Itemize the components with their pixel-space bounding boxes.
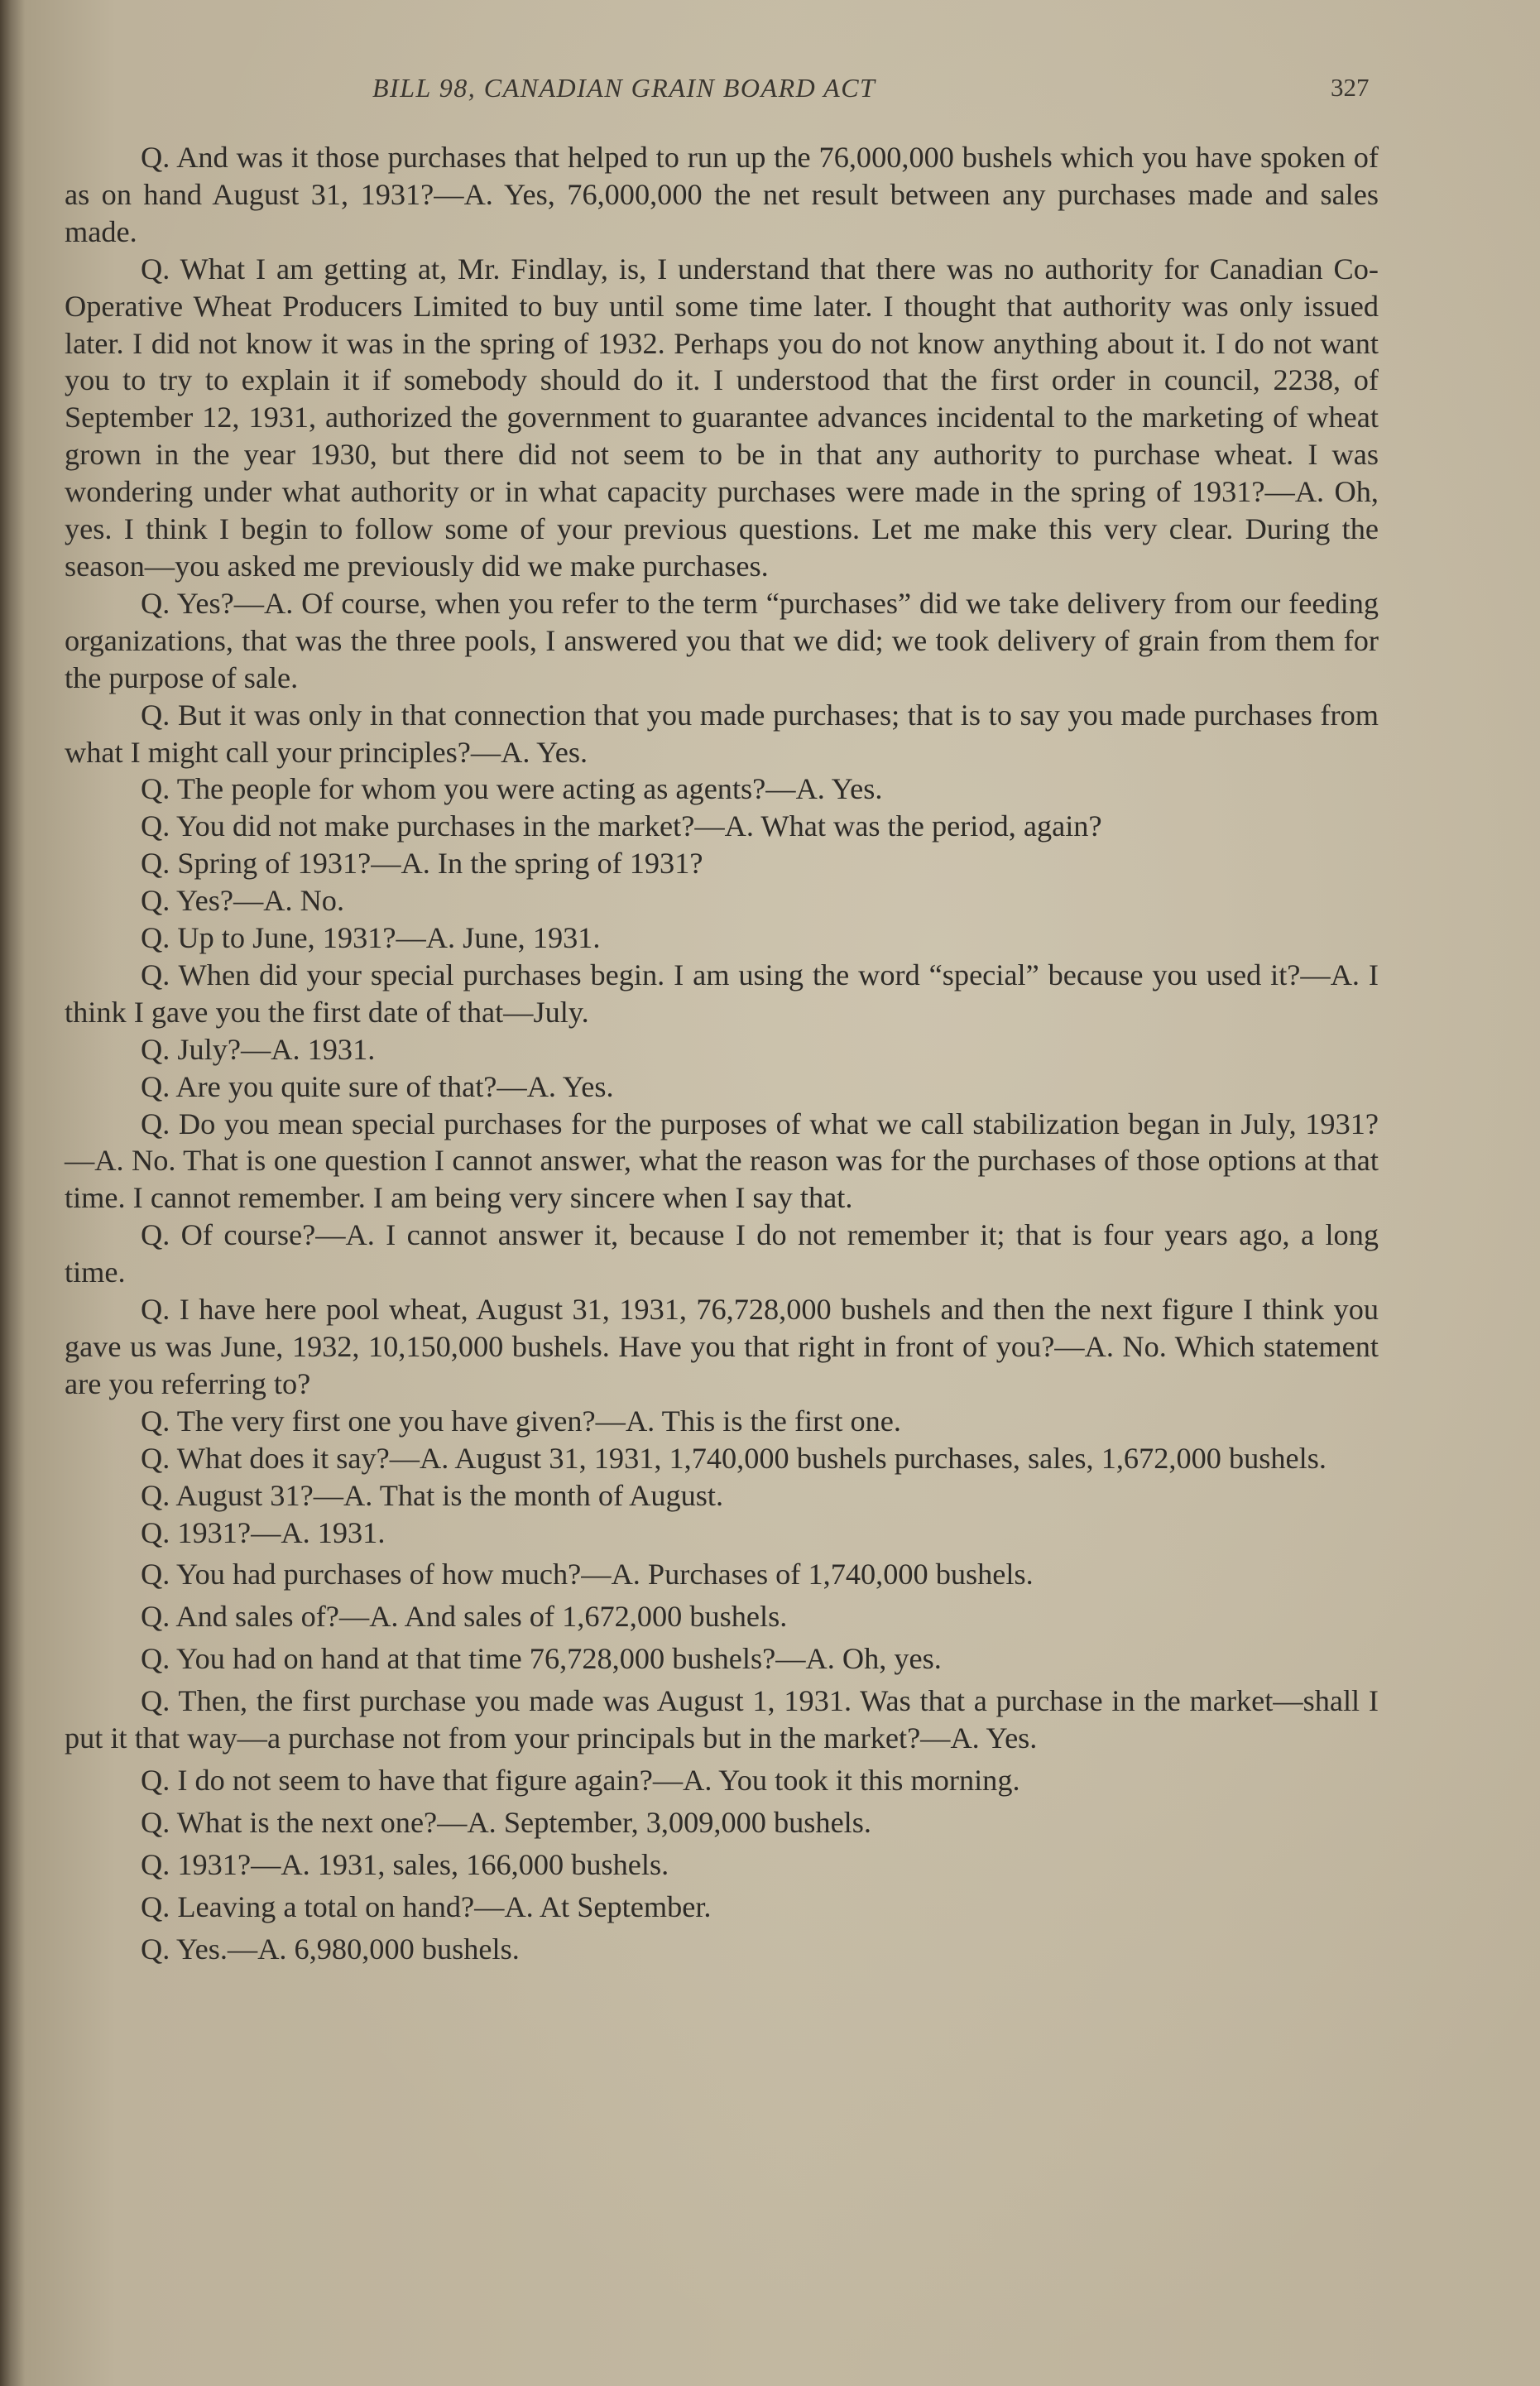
book-page [25, 0, 1540, 2386]
paragraph: Q. 1931?—A. 1931, sales, 166,000 bushels. [141, 1847, 669, 1881]
paragraph: Q. Are you quite sure of that?—A. Yes. [141, 1069, 614, 1103]
paragraph: Q. Up to June, 1931?—A. June, 1931. [141, 921, 601, 955]
paragraph: Q. 1931?—A. 1931. [141, 1515, 386, 1549]
paragraph: Q. What is the next one?—A. September, 3,009,000 bushels. [141, 1805, 871, 1839]
paragraph: Q. July?—A. 1931. [141, 1032, 376, 1066]
paragraph: Q. Of course?—A. I cannot answer it, because I do not remember it; that is four years ago, a long time. [65, 1218, 1379, 1289]
paragraph: Q. Yes?—A. Of course, when you refer to the term “purchases” did we take delivery from our feeding organizations, that was the three pools, I answered you that we did; we took delivery of grain from them for the purpose of sale. [65, 586, 1379, 694]
paragraph: Q. August 31?—A. That is the month of August. [141, 1478, 724, 1512]
paragraph: Q. When did your special purchases begin. I am using the word “special” because you used it?—A. I think I gave you the first date of that—July. [65, 958, 1379, 1029]
paragraph: Q. And sales of?—A. And sales of 1,672,000 bushels. [141, 1600, 788, 1634]
page-header [25, 73, 1540, 109]
paragraph: Q. What does it say?—A. August 31, 1931, 1,740,000 bushels purchases, sales, 1,672,000 bushels. [141, 1441, 1327, 1475]
page-number: 327 [1331, 73, 1370, 102]
paragraph: Q. I do not seem to have that figure again?—A. You took it this morning. [141, 1763, 1020, 1797]
paragraph: Q. Do you mean special purchases for the purposes of what we call stabilization began in July, 1931?—A. No. That is one question I cannot answer, what the reason was for the purchases of those options at that time. I cannot remember. I am being very sincere when I say that. [65, 1107, 1379, 1215]
paragraph: Q. You did not make purchases in the market?—A. What was the period, again? [141, 809, 1102, 843]
transcript-body [65, 139, 1379, 1968]
paragraph: Q. Leaving a total on hand?—A. At September. [141, 1889, 712, 1923]
paragraph: Q. You had on hand at that time 76,728,000 bushels?—A. Oh, yes. [141, 1642, 942, 1676]
paragraph: Q. Yes.—A. 6,980,000 bushels. [141, 1932, 520, 1966]
paragraph: Q. What I am getting at, Mr. Findlay, is, I understand that there was no authority for Canadian Co-Operative Wheat Producers Limited to buy until some time later. I thought that authority was only issued later. I did not know it was in the spring of 1932. Perhaps you do not know anything about it. I do not want you to try to explain it if somebody should do it. I understood that the first order in council, 2238, of September 12, 1931, authorized the government to guarantee advances incidental to the marketing of wheat grown in the year 1930, but there did not seem to be in that any authority to purchase wheat. I was wondering under what authority or in what capacity purchases were made in the spring of 1931?—A. Oh, yes. I think I begin to follow some of your previous questions. Let me make this very clear. During the season—you asked me previously did we make purchases. [65, 252, 1379, 583]
paragraph: Q. You had purchases of how much?—A. Purchases of 1,740,000 bushels. [141, 1558, 1034, 1591]
paragraph: Q. Yes?—A. No. [141, 884, 345, 918]
paragraph: Q. Then, the first purchase you made was August 1, 1931. Was that a purchase in the market—shall I put it that way—a purchase not from your principals but in the market?—A. Yes. [65, 1684, 1379, 1755]
paragraph: Q. But it was only in that connection that you made purchases; that is to say you made purchases from what I might call your principles?—A. Yes. [65, 698, 1379, 769]
paragraph: Q. Spring of 1931?—A. In the spring of 1931? [141, 847, 703, 881]
running-head: BILL 98, CANADIAN GRAIN BOARD ACT [372, 73, 876, 103]
book-spine-shadow [0, 0, 25, 2386]
paragraph: Q. The people for whom you were acting as agents?—A. Yes. [141, 772, 883, 806]
paragraph: Q. The very first one you have given?—A. This is the first one. [141, 1404, 901, 1438]
paragraph: Q. And was it those purchases that helped to run up the 76,000,000 bushels which you have spoken of as on hand August 31, 1931?—A. Yes, 76,000,000 the net result between any purchases made and sales made. [65, 141, 1379, 248]
paragraph: Q. I have here pool wheat, August 31, 1931, 76,728,000 bushels and then the next figure I think you gave us was June, 1932, 10,150,000 bushels. Have you that right in front of you?—A. No. Which statement are you referring to? [65, 1293, 1379, 1400]
